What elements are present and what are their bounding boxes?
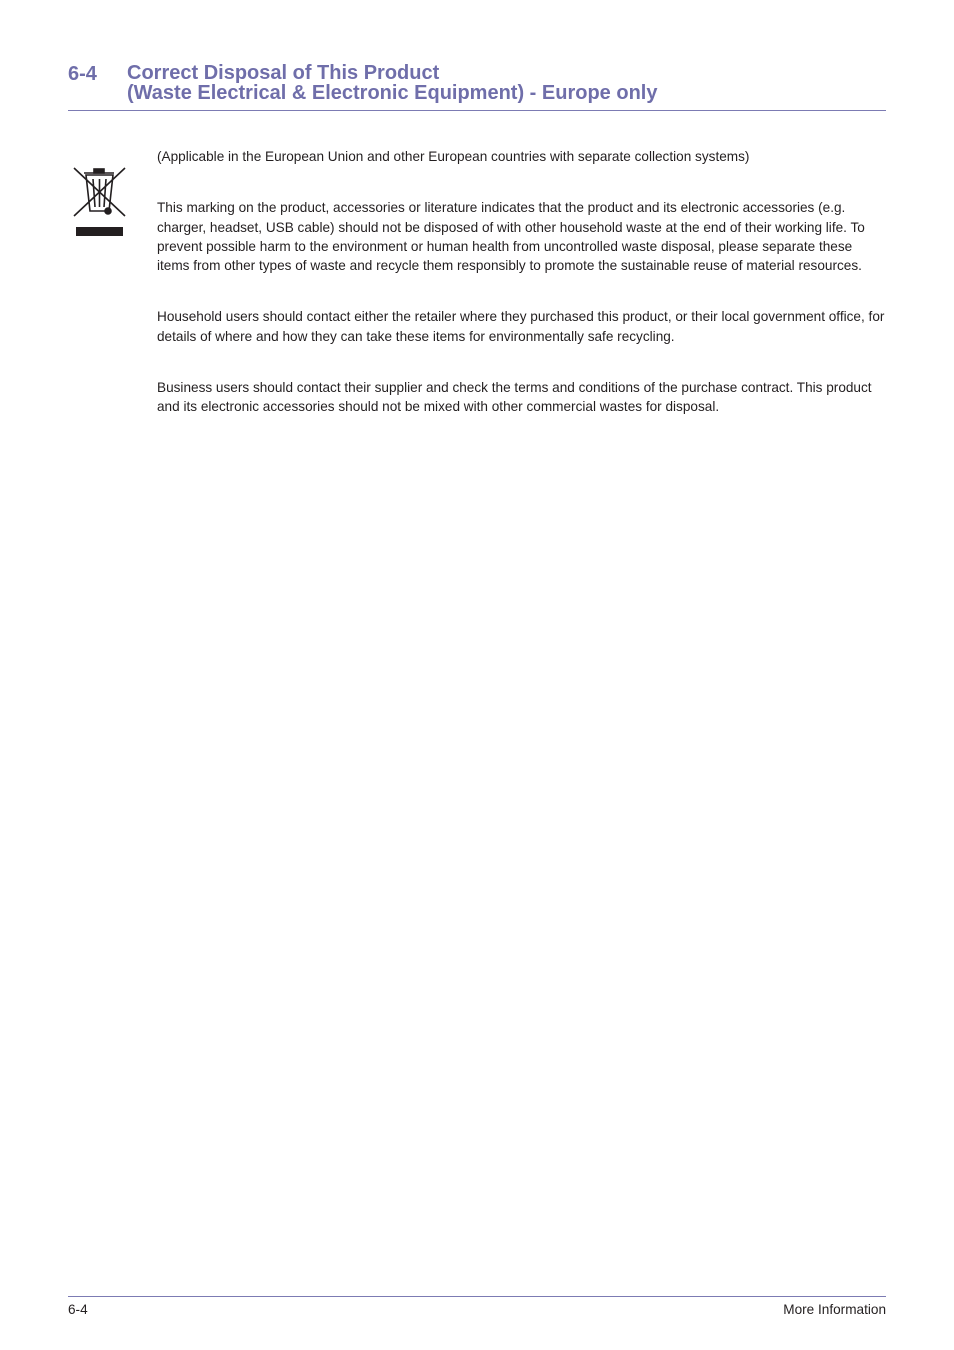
- disposal-text: [157, 147, 887, 449]
- paragraph-applicability: (Applicable in the European Union and other European countries with separate collection systems): [157, 149, 750, 164]
- footer-page-number: 6-4: [68, 1302, 88, 1317]
- paragraph-business-users: Business users should contact their supplier and check the terms and conditions of the purchase contract. This product and its electronic accessories should not be mixed with other commercial wastes for disposal.: [157, 380, 872, 415]
- section-title-line1: Correct Disposal of This Product: [127, 62, 440, 84]
- section-number: 6-4: [68, 63, 97, 85]
- paragraph-household-users: Household users should contact either the retailer where they purchased this product, or their local government office, for details of where and how they can take these items for environmentally safe recycling.: [157, 309, 885, 344]
- paragraph-marking: This marking on the product, accessories or literature indicates that the product and its electronic accessories (e.g. charger, headset, USB cable) should not be disposed of with other household waste at the end of their working life. To prevent possible harm to the environment or human health from uncontrolled waste disposal, please separate these items from other types of waste and recycle them responsibly to promote the sustainable reuse of material resources.: [157, 200, 865, 274]
- section-title-line2: (Waste Electrical & Electronic Equipment) - Europe only: [127, 82, 658, 104]
- page-footer: [68, 1296, 886, 1320]
- section-title: [127, 63, 657, 103]
- section-header: [68, 63, 886, 111]
- crossed-out-wheelie-bin-icon: [71, 164, 129, 238]
- footer-chapter: More Information: [783, 1302, 886, 1317]
